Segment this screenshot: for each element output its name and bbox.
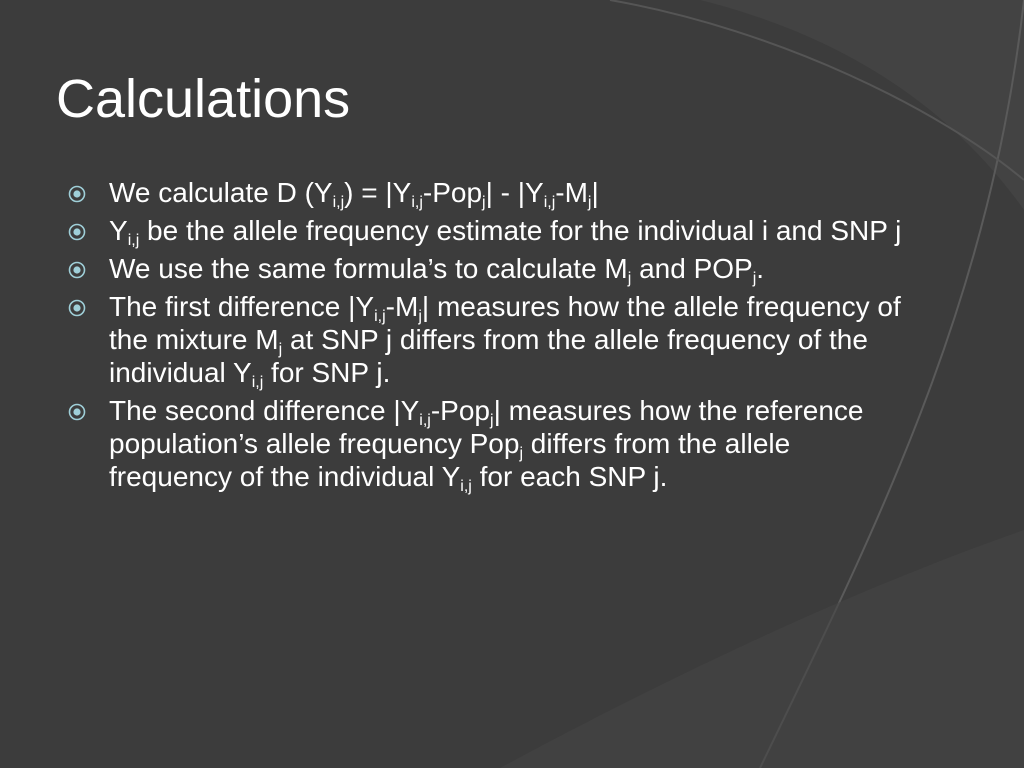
bullet-text: We use the same formula’s to calculate $M_j$ and $POP_j$.	[109, 253, 765, 287]
target-circle-icon	[68, 261, 86, 279]
bullet-text: The second difference $|Y_{i,j}-Pop_j|$ measures how the reference population’s allele frequency Pop$_j$ differs from the allele frequency of the individual $Y_{i,j}$ for each SNP j.	[109, 395, 864, 495]
bullet-text: The first difference $|Y_{i,j}-M_j|$ measures how the allele frequency of the mixture $M_j$ at SNP j differs from the allele frequency of the individual $Y_{i,j}$ for SNP j.	[109, 291, 901, 391]
target-circle-icon	[68, 223, 86, 241]
bullet-list	[68, 176, 908, 498]
target-circle-icon	[68, 185, 86, 203]
target-circle-icon	[68, 403, 86, 421]
bullet-item	[68, 394, 908, 493]
background-arc-bottom	[500, 530, 1024, 768]
bullet-item	[68, 290, 908, 389]
target-circle-icon	[68, 299, 86, 317]
slide-title: Calculations	[56, 69, 351, 129]
bullet-text: We calculate D $(Y_{i,j}) = |Y_{i,j}-Pop_j| - |Y_{i,j}-M_j|$	[109, 177, 599, 211]
bullet-item	[68, 252, 908, 285]
bullet-item	[68, 214, 908, 247]
bullet-item	[68, 176, 908, 209]
bullet-text: $Y_{i,j}$ be the allele frequency estimate for the individual i and SNP j	[109, 215, 902, 249]
